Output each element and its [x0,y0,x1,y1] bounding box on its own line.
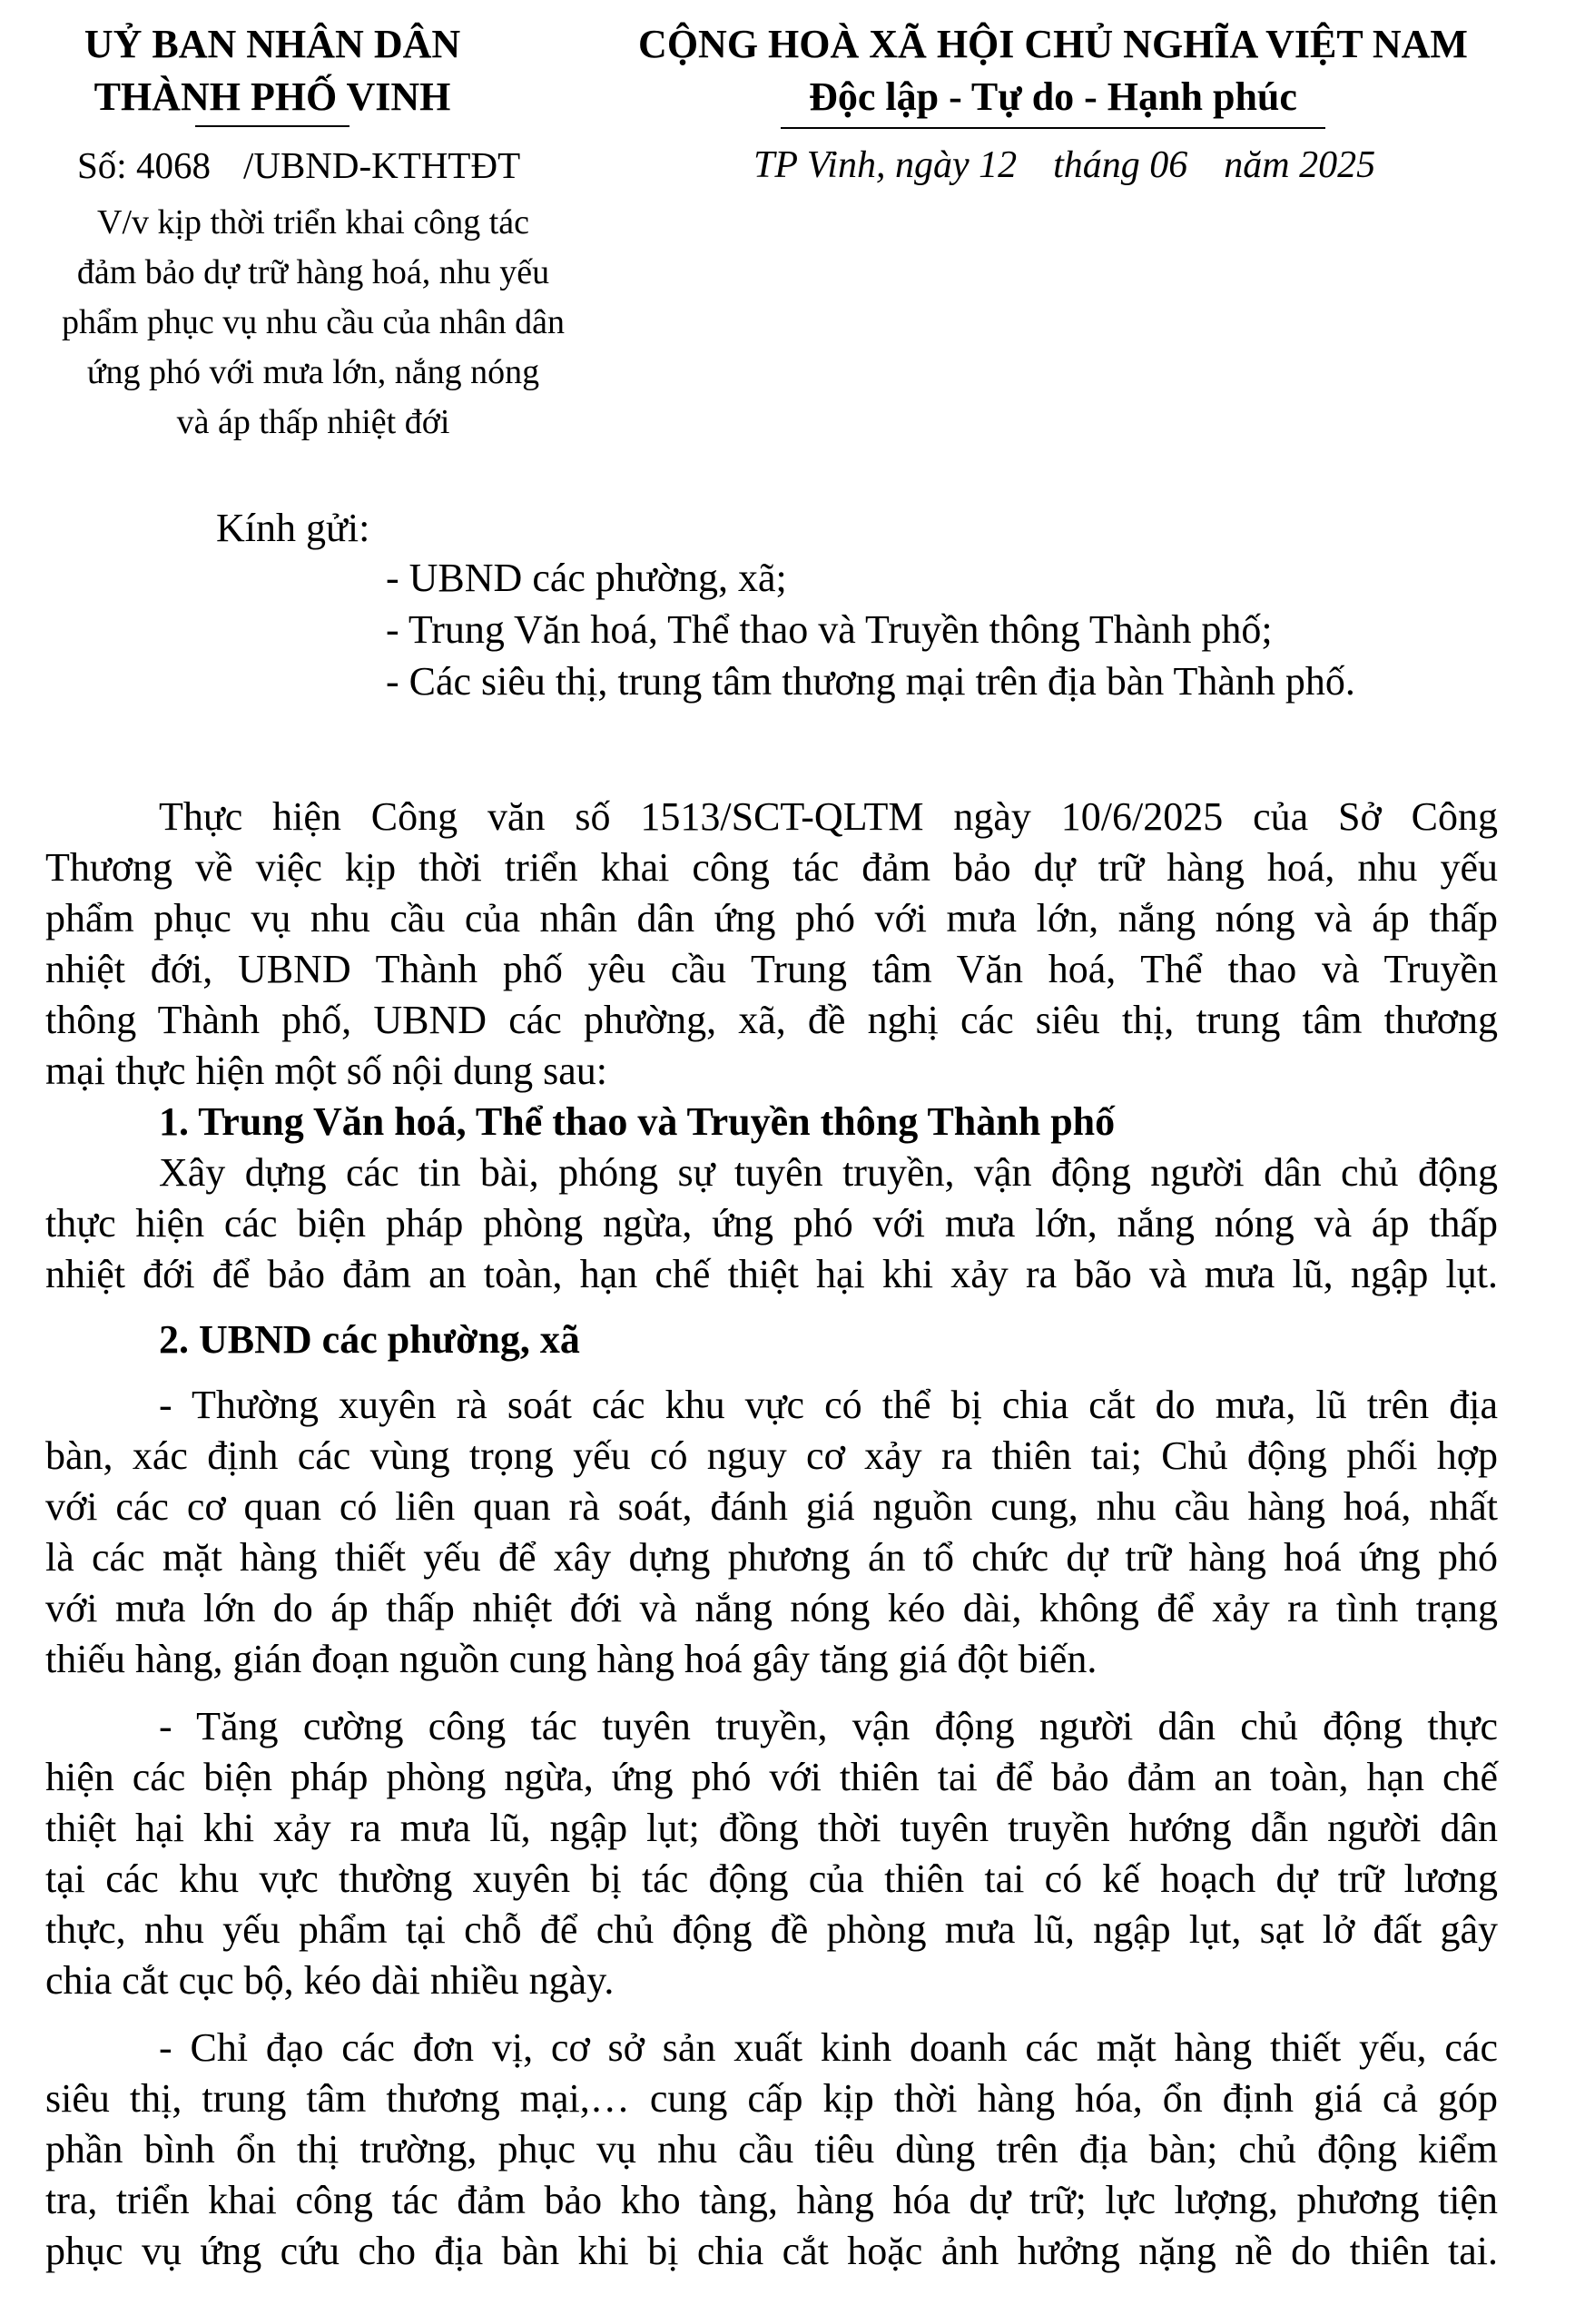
body-line: thiếu hàng, gián đoạn nguồn cung hàng hoá gây tăng giá đột biến. [45,1637,1098,1681]
body-line: Thương về việc kịp thời triển khai công tác đảm bảo dự trữ hàng hoá, nhu yếu [45,845,1498,890]
section-2-paragraph-2 [45,1701,1498,2006]
recipients-list [386,552,1355,707]
agency-line-1: UỶ BAN NHÂN DÂN [84,22,461,66]
section-2-paragraph-3 [45,2023,1498,2277]
doc-number-prefix: Số: [77,144,127,186]
body-line: là các mặt hàng thiết yếu để xây dựng phương án tổ chức dự trữ hàng hoá ứng phó [45,1535,1498,1580]
motto-underline [781,127,1325,129]
subject-line: V/v kịp thời triển khai công tác [97,203,529,241]
body-line: siêu thị, trung tâm thương mại,… cung cấp kịp thời hàng hóa, ổn định giá cả góp [45,2076,1498,2121]
body-line: thiệt hại khi xảy ra mưa lũ, ngập lụt; đồng thời tuyên truyền hướng dẫn người dân [45,1806,1498,1850]
body-line: Thực hiện Công văn số 1513/SCT-QLTM ngày 10/6/2025 của Sở Công [159,794,1498,839]
recipients-label: Kính gửi: [216,506,370,550]
agency-header [36,18,508,127]
nation-motto: Độc lập - Tự do - Hạnh phúc [809,74,1297,119]
body-line: tại các khu vực thường xuyên bị tác động của thiên tai có kế hoạch dự trữ lương [45,1856,1498,1901]
body-line: thông Thành phố, UBND các phường, xã, đề nghị các siêu thị, trung tâm thương [45,998,1498,1042]
recipient-item: - Trung Văn hoá, Thể thao và Truyền thông Thành phố; [386,607,1273,652]
body-line: bàn, xác định các vùng trọng yếu có nguy cơ xảy ra thiên tai; Chủ động phối hợp [45,1433,1498,1478]
agency-underline [195,125,349,127]
body-line: thực, nhu yếu phẩm tại chỗ để chủ động đề phòng mưa lũ, ngập lụt, sạt lở đất gây [45,1907,1498,1952]
agency-line-2: THÀNH PHỐ VINH [94,74,451,119]
body-line: hiện các biện pháp phòng ngừa, ứng phó với thiên tai để bảo đảm an toàn, hạn chế [45,1755,1498,1799]
body-line: mại thực hiện một số nội dung sau: [45,1049,608,1093]
body-line: phục vụ ứng cứu cho địa bàn khi bị chia cắt hoặc ảnh hưởng nặng nề do thiên tai. [45,2229,1498,2273]
date-month: tháng 06 [1053,144,1188,186]
body-line: nhiệt đới, UBND Thành phố yêu cầu Trung tâm Văn hoá, Thể thao và Truyền [45,947,1498,991]
date-place-day: TP Vinh, ngày 12 [753,144,1018,186]
nation-line-1: CỘNG HOÀ XÃ HỘI CHỦ NGHĨA VIỆT NAM [638,22,1468,66]
section-2-paragraph-1 [45,1380,1498,1685]
subject-line: ứng phó với mưa lớn, nắng nóng [86,353,540,391]
doc-number-suffix: /UBND-KTHTĐT [242,144,521,186]
recipient-item: - UBND các phường, xã; [386,556,787,600]
section-2-heading: 2. UBND các phường, xã [159,1317,580,1362]
section-1-paragraph [45,1147,1498,1300]
subject-line: và áp thấp nhiệt đới [176,403,450,441]
subject-line: đảm bảo dự trữ hàng hoá, nhu yếu [76,253,550,291]
document-body [45,792,1498,2277]
body-line: tra, triển khai công tác đảm bảo kho tàng, hàng hóa dự trữ; lực lượng, phương tiện [45,2178,1498,2222]
body-line: với mưa lớn do áp thấp nhiệt đới và nắng nóng kéo dài, không để xảy ra tình trạng [45,1586,1498,1630]
body-line: thực hiện các biện pháp phòng ngừa, ứng phó với mưa lớn, nắng nóng và áp thấp [45,1201,1498,1246]
intro-paragraph [45,792,1498,1097]
subject-line: phẩm phục vụ nhu cầu của nhân dân [62,303,565,341]
body-line: với các cơ quan có liên quan rà soát, đánh giá nguồn cung, nhu cầu hàng hoá, nhất [45,1484,1498,1529]
date-line [753,143,1375,187]
body-line: nhiệt đới để bảo đảm an toàn, hạn chế thiệt hại khi xảy ra bão và mưa lũ, ngập lụt. [45,1252,1498,1296]
body-line: - Thường xuyên rà soát các khu vực có thể bị chia cắt do mưa, lũ trên địa [159,1383,1498,1427]
recipient-item: - Các siêu thị, trung tâm thương mại trên địa bàn Thành phố. [386,659,1355,704]
body-line: - Tăng cường công tác tuyên truyền, vận động người dân chủ động thực [159,1704,1498,1748]
body-line: phẩm phục vụ nhu cầu của nhân dân ứng phó với mưa lớn, nắng nóng và áp thấp [45,896,1498,940]
subject-block [27,198,599,448]
body-line: - Chỉ đạo các đơn vị, cơ sở sản xuất kinh doanh các mặt hàng thiết yếu, các [159,2025,1498,2070]
body-line: phần bình ổn thị trường, phục vụ nhu cầu tiêu dùng trên địa bàn; chủ động kiểm [45,2127,1498,2171]
doc-number-value: 4068 [135,144,211,186]
body-line: chia cắt cục bộ, kéo dài nhiều ngày. [45,1958,615,2003]
date-year: năm 2025 [1224,144,1376,186]
nation-header [599,18,1507,129]
document-number [77,143,520,187]
section-1-heading: 1. Trung Văn hoá, Thể thao và Truyền thông Thành phố [159,1099,1116,1144]
body-line: Xây dựng các tin bài, phóng sự tuyên truyền, vận động người dân chủ động [159,1150,1498,1195]
